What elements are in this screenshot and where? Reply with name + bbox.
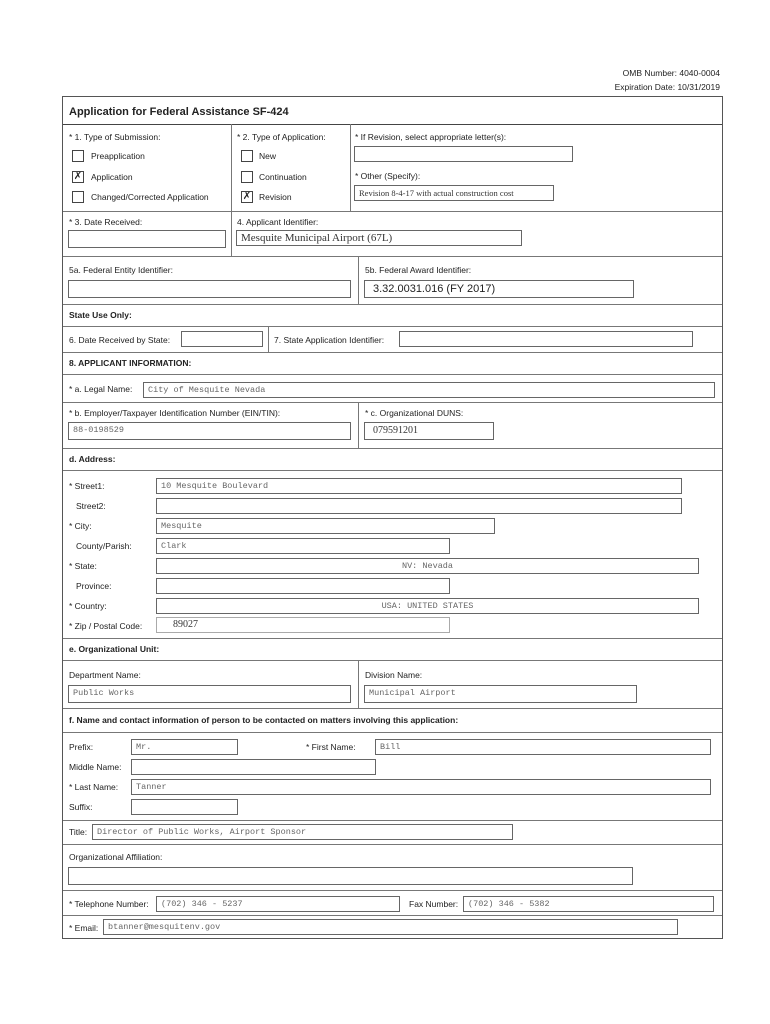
fax-label: Fax Number: [409,899,459,909]
continuation-label: Continuation [259,172,307,182]
divider [63,352,722,353]
divider [350,124,351,211]
address-heading: d. Address: [69,454,116,464]
divider [63,844,722,845]
revision-label: Revision [259,192,292,202]
division-name-label: Division Name: [365,670,423,680]
preapplication-label: Preapplication [91,151,145,161]
street2-label: Street2: [76,501,106,511]
divider [358,660,359,708]
divider [63,732,722,733]
duns-input[interactable]: 079591201 [364,422,494,440]
date-received-label: * 3. Date Received: [69,217,143,227]
division-name-input[interactable]: Municipal Airport [364,685,637,703]
changed-corrected-checkbox[interactable] [72,191,84,203]
county-input[interactable]: Clark [156,538,450,554]
divider [63,124,722,125]
middle-name-label: Middle Name: [69,762,122,772]
submission-type-label: * 1. Type of Submission: [69,132,161,142]
telephone-input[interactable]: (702) 346 - 5237 [156,896,400,912]
zip-input[interactable]: 89027 [156,617,450,633]
state-use-only-heading: State Use Only: [69,310,132,320]
omb-number: OMB Number: 4040-0004 [622,68,720,78]
revision-letter-select[interactable] [354,146,573,162]
affiliation-input[interactable] [68,867,633,885]
legal-name-input[interactable]: City of Mesquite Nevada [143,382,715,398]
city-input[interactable]: Mesquite [156,518,495,534]
title-input[interactable]: Director of Public Works, Airport Sponsor [92,824,513,840]
organizational-unit-heading: e. Organizational Unit: [69,644,160,654]
street2-input[interactable] [156,498,682,514]
continuation-checkbox[interactable] [241,171,253,183]
new-label: New [259,151,277,161]
divider [63,708,722,709]
email-label: * Email: [69,923,99,933]
divider [63,326,722,327]
fax-input[interactable]: (702) 346 - 5382 [463,896,714,912]
country-label: * Country: [69,601,107,611]
suffix-input[interactable] [131,799,238,815]
divider [63,820,722,821]
divider [358,256,359,304]
applicant-identifier-input[interactable]: Mesquite Municipal Airport (67L) [236,230,522,246]
date-received-by-state-label: 6. Date Received by State: [69,335,171,345]
sf424-form [62,96,723,939]
federal-entity-identifier-label: 5a. Federal Entity Identifier: [69,265,173,275]
zip-label: * Zip / Postal Code: [69,621,143,631]
divider [63,256,722,257]
federal-award-identifier-input[interactable]: 3.32.0031.016 (FY 2017) [364,280,634,298]
federal-award-identifier-label: 5b. Federal Award Identifier: [365,265,472,275]
affiliation-label: Organizational Affiliation: [69,852,163,862]
divider [231,211,232,256]
street1-input[interactable]: 10 Mesquite Boulevard [156,478,682,494]
department-name-input[interactable]: Public Works [68,685,351,703]
divider [63,374,722,375]
expiration-date: Expiration Date: 10/31/2019 [614,82,720,92]
legal-name-label: * a. Legal Name: [69,384,133,394]
first-name-label: * First Name: [306,742,356,752]
divider [63,402,722,403]
prefix-label: Prefix: [69,742,94,752]
ein-label: * b. Employer/Taxpayer Identification Number (EIN/TIN): [69,408,281,418]
country-select[interactable]: USA: UNITED STATES [156,598,699,614]
preapplication-checkbox[interactable] [72,150,84,162]
state-application-identifier-label: 7. State Application Identifier: [274,335,385,345]
first-name-input[interactable]: Bill [375,739,711,755]
province-input[interactable] [156,578,450,594]
county-label: County/Parish: [76,541,132,551]
other-specify-input[interactable]: Revision 8-4-17 with actual construction cost [354,185,554,201]
divider [63,448,722,449]
city-label: * City: [69,521,92,531]
divider [268,326,269,352]
duns-label: * c. Organizational DUNS: [365,408,464,418]
telephone-label: * Telephone Number: [69,899,149,909]
divider [63,660,722,661]
last-name-input[interactable]: Tanner [131,779,711,795]
revision-checkbox[interactable]: ✗ [242,191,252,202]
department-name-label: Department Name: [69,670,141,680]
prefix-input[interactable]: Mr. [131,739,238,755]
federal-entity-identifier-input[interactable] [68,280,351,298]
contact-heading: f. Name and contact information of person to be contacted on matters involving this application: [69,715,459,725]
divider [63,304,722,305]
title-label: Title: [69,827,88,837]
province-label: Province: [76,581,112,591]
divider [358,402,359,448]
new-checkbox[interactable] [241,150,253,162]
divider [63,470,722,471]
applicant-information-heading: 8. APPLICANT INFORMATION: [69,358,192,368]
state-select[interactable]: NV: Nevada [156,558,699,574]
date-received-by-state-input[interactable] [181,331,263,347]
street1-label: * Street1: [69,481,105,491]
application-label: Application [91,172,133,182]
middle-name-input[interactable] [131,759,376,775]
changed-corrected-label: Changed/Corrected Application [91,192,209,202]
divider [63,638,722,639]
suffix-label: Suffix: [69,802,93,812]
revision-letter-label: * If Revision, select appropriate letter(s): [355,132,507,142]
application-type-label: * 2. Type of Application: [237,132,326,142]
other-specify-label: * Other (Specify): [355,171,421,181]
applicant-identifier-label: 4. Applicant Identifier: [237,217,319,227]
state-label: * State: [69,561,97,571]
date-received-input[interactable] [68,230,226,248]
last-name-label: * Last Name: [69,782,119,792]
divider [63,915,722,916]
omb-info [615,66,720,94]
state-application-identifier-input[interactable] [399,331,693,347]
application-checkbox[interactable]: ✗ [73,171,83,182]
email-input[interactable]: btanner@mesquitenv.gov [103,919,678,935]
ein-input[interactable]: 88-0198529 [68,422,351,440]
form-title: Application for Federal Assistance SF-424 [69,106,289,118]
divider [63,211,722,212]
divider [63,890,722,891]
